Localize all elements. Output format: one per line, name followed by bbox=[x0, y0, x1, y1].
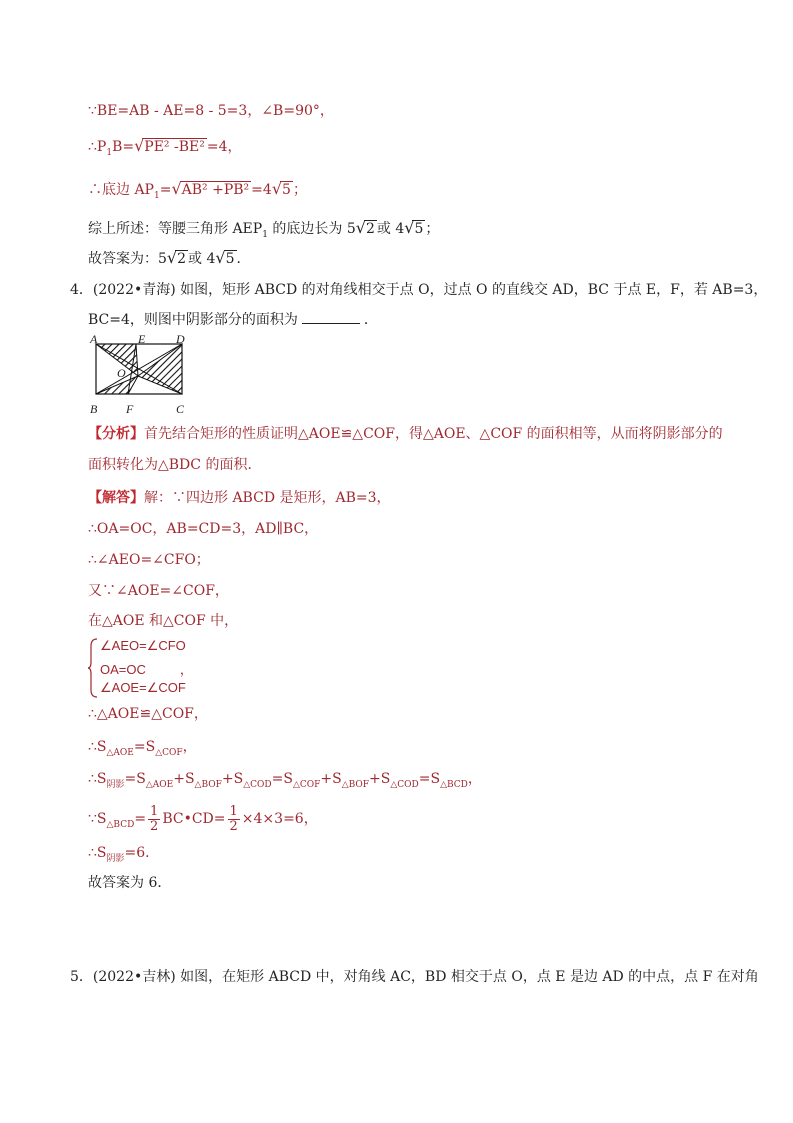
text: =4， bbox=[206, 139, 242, 155]
solution-line-be bbox=[88, 101, 334, 121]
text: BC=4，则图中阴影部分的面积为 bbox=[88, 312, 298, 328]
text: ． bbox=[236, 251, 251, 267]
question-4-line-1: 4．(2022•青海) 如图，矩形 ABCD 的对角线相交于点 O，过点 O 的直线交 AD，BC 于点 E，F，若 AB=3， bbox=[70, 282, 768, 298]
subscript: △BOF bbox=[341, 779, 370, 790]
solution-line-4: 又∵∠AOE=∠COF， bbox=[88, 583, 229, 599]
text: =S bbox=[418, 771, 441, 787]
text: ∴底边 AP bbox=[88, 182, 154, 198]
subscript: 1 bbox=[262, 229, 268, 240]
radical-sign: √ bbox=[171, 179, 182, 198]
solution-line-summary bbox=[88, 218, 439, 245]
solution-line-10 bbox=[88, 843, 159, 869]
text: 综上所述：等腰三角形 AEP bbox=[88, 221, 263, 237]
solution-line-5: 在△AOE 和△COF 中， bbox=[88, 613, 239, 629]
text: =S bbox=[133, 739, 156, 755]
label-a: A bbox=[90, 332, 98, 346]
text: =S bbox=[124, 771, 146, 787]
fraction bbox=[228, 805, 240, 834]
text: =6． bbox=[124, 845, 160, 861]
text: =4 bbox=[251, 182, 272, 198]
solution-line-11: 故答案为 6． bbox=[88, 875, 172, 891]
text: +S bbox=[173, 771, 195, 787]
subscript: △AOE bbox=[145, 779, 174, 790]
text: B= bbox=[112, 139, 135, 155]
radicand: 2 bbox=[365, 221, 375, 237]
subscript: △BCD bbox=[106, 819, 135, 830]
text: 解：∵四边形 ABCD 是矩形，AB=3， bbox=[144, 490, 391, 506]
radicand: 5 bbox=[225, 251, 235, 267]
analysis-tag: 【分析】 bbox=[88, 426, 144, 442]
subscript: 阴影 bbox=[106, 779, 125, 790]
subscript: 阴影 bbox=[106, 853, 125, 864]
text: +S bbox=[369, 771, 391, 787]
text: ∴P bbox=[88, 139, 107, 155]
analysis-line-2: 面积转化为△BDC 的面积． bbox=[88, 457, 262, 473]
text: +S bbox=[320, 771, 342, 787]
equation-system bbox=[88, 638, 208, 698]
radicand: 2 bbox=[177, 251, 187, 267]
subscript: △BOF bbox=[194, 779, 222, 790]
label-d: D bbox=[176, 332, 185, 346]
text: ， bbox=[179, 662, 193, 677]
radicand: PE² -BE² bbox=[144, 139, 205, 155]
text: ； bbox=[425, 221, 440, 237]
system-row-1: ∠AEO=∠CFO bbox=[100, 638, 186, 653]
label-b: B bbox=[90, 402, 98, 416]
text: =S bbox=[271, 771, 293, 787]
solution-line-ap1 bbox=[88, 179, 307, 206]
text: ∵S bbox=[88, 811, 107, 827]
text: = bbox=[134, 811, 147, 827]
subscript: △AOE bbox=[106, 747, 134, 758]
text: BC•CD= bbox=[162, 811, 226, 827]
text: ； bbox=[292, 182, 307, 198]
subscript: △BCD bbox=[440, 779, 468, 790]
subscript: △COD bbox=[243, 779, 272, 790]
solution-line-1 bbox=[88, 488, 391, 508]
label-o: O bbox=[117, 366, 126, 380]
text: ， bbox=[182, 739, 197, 755]
solution-line-2: ∴OA=OC，AB=CD=3，AD∥BC， bbox=[88, 521, 319, 537]
label-c: C bbox=[176, 402, 185, 416]
text: ∴S bbox=[88, 771, 107, 787]
text: ×4×3=6， bbox=[241, 811, 318, 827]
solution-tag: 【解答】 bbox=[88, 490, 144, 506]
text: 首先结合矩形的性质证明△AOE≌△COF，得△AOE、△COF 的面积相等，从而将阴影部分的 bbox=[144, 426, 723, 442]
radical-sign: √ bbox=[215, 248, 226, 267]
solution-line-8 bbox=[88, 769, 482, 795]
text: ， bbox=[467, 771, 482, 787]
text: = bbox=[159, 182, 172, 198]
subscript: 1 bbox=[106, 147, 113, 158]
system-row-3: ∠AOE=∠COF bbox=[100, 680, 186, 695]
shaded-triangle-cod bbox=[138, 344, 182, 394]
question-4-line-2 bbox=[88, 310, 378, 330]
text: +S bbox=[221, 771, 244, 787]
text: 故答案为：5 bbox=[88, 251, 167, 267]
question-5-line-1: 5．(2022•吉林) 如图，在矩形 ABCD 中，对角线 AC，BD 相交于点 O，点 E 是边 AD 的中点，点 F 在对角 bbox=[70, 969, 759, 985]
text: ∴S bbox=[88, 845, 107, 861]
solution-line-9 bbox=[88, 802, 318, 842]
system-row-2 bbox=[100, 659, 193, 678]
text: ∵BE=AB - AE=8 - 5=3，∠B=90°， bbox=[88, 103, 334, 119]
radicand: AB² +PB² bbox=[181, 182, 250, 198]
radicand: 5 bbox=[282, 182, 291, 198]
denominator: 2 bbox=[229, 818, 238, 834]
numerator: 1 bbox=[150, 803, 159, 819]
numerator: 1 bbox=[229, 803, 238, 819]
solution-line-p1b bbox=[88, 136, 242, 163]
fraction bbox=[148, 805, 160, 834]
text: ． bbox=[363, 312, 378, 328]
text: ∴S bbox=[88, 739, 107, 755]
analysis-line-1 bbox=[88, 424, 723, 444]
solution-line-answer bbox=[88, 248, 251, 269]
radical-sign: √ bbox=[134, 136, 145, 155]
solution-line-6: ∴△AOE≌△COF， bbox=[88, 706, 208, 722]
subscript: △COD bbox=[390, 779, 419, 790]
rectangle-figure bbox=[86, 334, 196, 418]
text: 或 4 bbox=[376, 221, 405, 237]
subscript: △COF bbox=[155, 747, 183, 758]
text: 的底边长为 5 bbox=[267, 221, 356, 237]
solution-line-7 bbox=[88, 737, 197, 763]
radical-sign: √ bbox=[271, 179, 283, 198]
answer-blank bbox=[302, 311, 360, 324]
label-e: E bbox=[138, 332, 146, 346]
denominator: 2 bbox=[150, 818, 159, 834]
left-brace bbox=[88, 638, 98, 698]
radical-sign: √ bbox=[404, 218, 415, 237]
solution-line-3: ∴∠AEO=∠CFO； bbox=[88, 552, 210, 568]
text: OA=OC bbox=[100, 662, 146, 677]
subscript: 1 bbox=[153, 190, 160, 201]
label-f: F bbox=[126, 402, 134, 416]
subscript: △COF bbox=[292, 779, 321, 790]
text: 或 4 bbox=[188, 251, 216, 267]
radical-sign: √ bbox=[166, 248, 178, 267]
radical-sign: √ bbox=[355, 218, 366, 237]
radicand: 5 bbox=[414, 221, 424, 237]
